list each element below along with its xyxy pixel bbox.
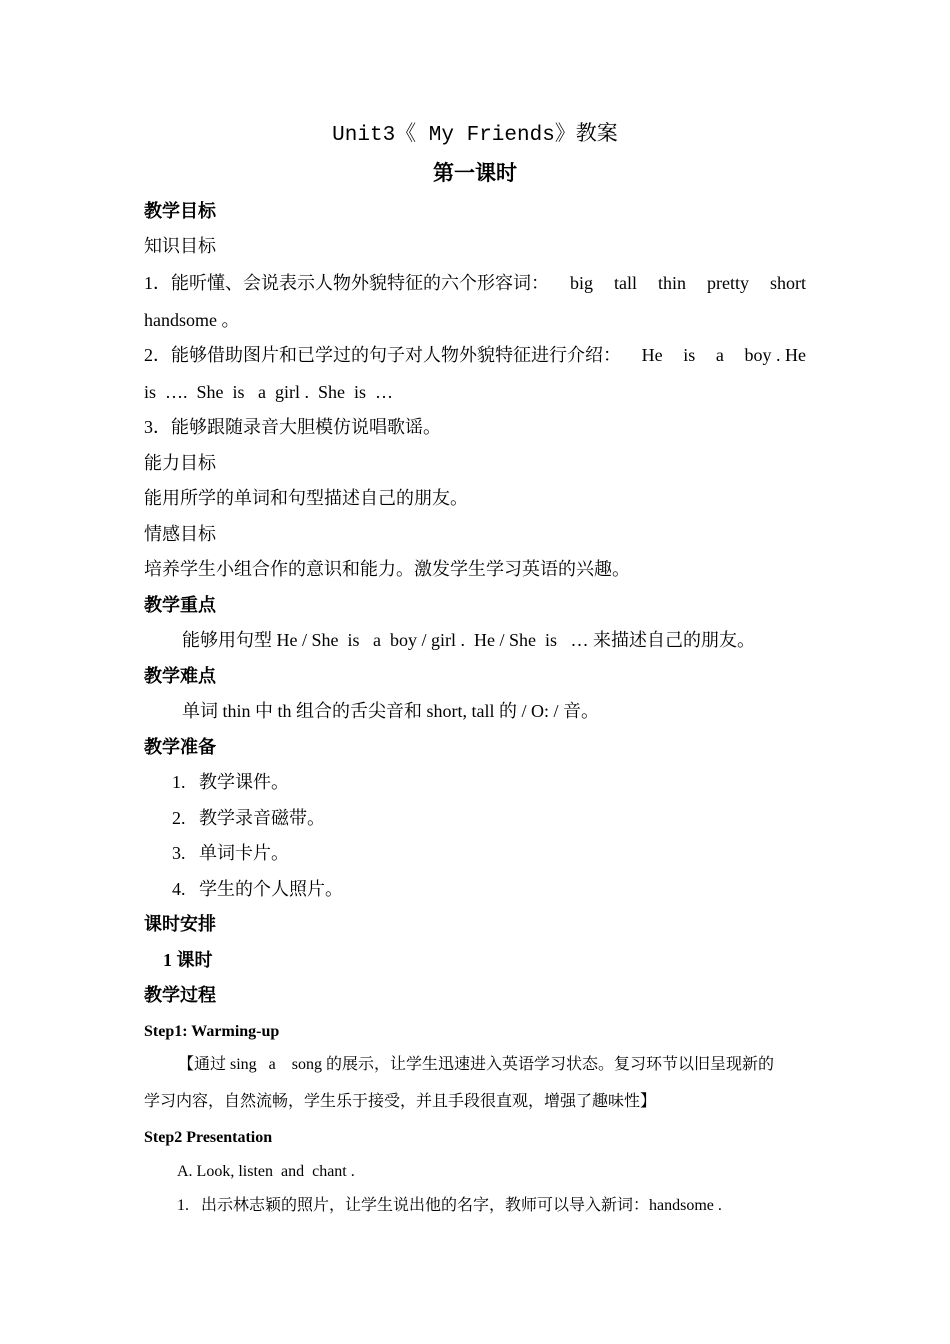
knowledge-item-2 (144, 343, 806, 367)
prep-item: 2. 教学录音磁带。 (172, 808, 325, 828)
step2-item-1: 1. 出示林志颖的照片，让学生说出他的名字，教师可以导入新词：handsome . (177, 1197, 722, 1214)
step1-text-line2: 学习内容，自然流畅，学生乐于接受，并且手段很直观，增强了趣味性】 (144, 1093, 657, 1110)
prep-item: 3. 单词卡片。 (172, 843, 289, 863)
adjective-word: short (769, 273, 806, 293)
step1-heading: Step1: Warming-up (144, 1023, 280, 1040)
difficult-text: 单词 thin 中 th 组合的舌尖音和 short, tall 的 / O: / 音。 (182, 701, 599, 721)
knowledge-item-2-cont: is …. She is a girl . She is … (144, 382, 394, 402)
section-heading-schedule: 课时安排 (144, 914, 216, 934)
sentence-word: a (715, 345, 724, 365)
prep-item: 1. 教学课件。 (172, 772, 289, 792)
step2-activity-a: A. Look, listen and chant . (177, 1163, 355, 1180)
knowledge-item-2-prefix: 2．能够借助图片和已学过的句子对人物外貌特征进行介绍： (144, 345, 621, 365)
section-heading-prep: 教学准备 (144, 737, 216, 757)
ability-text: 能用所学的单词和句型描述自己的朋友。 (144, 488, 468, 508)
key-text: 能够用句型 He / She is a boy / girl . He / She is … 来描述自己的朋友。 (182, 630, 755, 650)
page-subtitle: 第一课时 (433, 161, 517, 185)
section-heading-key: 教学重点 (144, 595, 216, 615)
adjective-word: big (569, 273, 593, 293)
adjective-word: thin (657, 273, 686, 293)
emotion-text: 培养学生小组合作的意识和能力。激发学生学习英语的兴趣。 (144, 559, 630, 579)
section-heading-difficult: 教学难点 (144, 666, 216, 686)
subheading-emotion: 情感目标 (144, 524, 216, 544)
subheading-knowledge: 知识目标 (144, 236, 216, 256)
knowledge-item-3: 3．能够跟随录音大胆模仿说唱歌谣。 (144, 417, 441, 437)
knowledge-item-1 (144, 271, 806, 295)
sentence-word: is (683, 345, 696, 365)
page-title: Unit3《 My Friends》教案 (332, 124, 618, 147)
knowledge-item-1-prefix: 1．能听懂、会说表示人物外貌特征的六个形容词： (144, 273, 549, 293)
knowledge-item-1-cont: handsome 。 (144, 310, 240, 330)
schedule-text: 1 课时 (163, 950, 213, 970)
subheading-ability: 能力目标 (144, 453, 216, 473)
step2-heading: Step2 Presentation (144, 1129, 273, 1146)
prep-item: 4. 学生的个人照片。 (172, 879, 343, 899)
sentence-word: boy . He (744, 345, 806, 365)
section-heading-objectives: 教学目标 (144, 201, 216, 221)
section-heading-process: 教学过程 (144, 985, 216, 1005)
step1-text-line1: 【通过 sing a song 的展示，让学生迅速进入英语学习状态。复习环节以旧呈现新的 (178, 1056, 775, 1073)
adjective-word: tall (613, 273, 637, 293)
sentence-word: He (641, 345, 663, 365)
adjective-word: pretty (706, 273, 749, 293)
